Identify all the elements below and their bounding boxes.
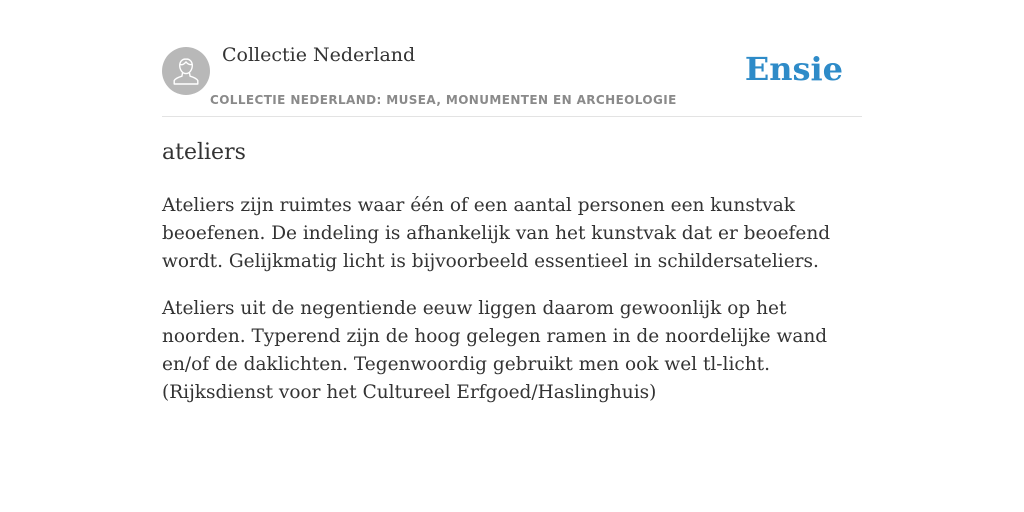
entry-header — [162, 0, 862, 117]
entry-card — [162, 0, 862, 403]
user-silhouette-icon — [162, 47, 210, 95]
brand-logo[interactable]: Ensie — [744, 50, 843, 88]
entry-paragraph-1: Ateliers zijn ruimtes waar één of een aantal personen een kunstvak beoefenen. De indeling is afhankelijk van het kunstvak dat er beoefend wordt. Gelijkmatig licht is bijvoorbeeld essentieel in schildersateliers. — [162, 195, 831, 272]
entry-body — [162, 192, 862, 426]
author-avatar[interactable] — [162, 47, 210, 95]
source-subtitle[interactable]: COLLECTIE NEDERLAND: MUSEA, MONUMENTEN EN ARCHEOLOGIE — [210, 93, 677, 107]
entry-term: ateliers — [162, 140, 246, 165]
author-name[interactable]: Collectie Nederland — [222, 44, 416, 66]
entry-paragraph-2: Ateliers uit de negentiende eeuw liggen daarom gewoonlijk op het noorden. Typerend zijn de hoog gelegen ramen in de noordelijke wand en/of de daklichten. Tegenwoordig gebruikt men ook wel tl-licht. (Rijksdienst voor het Cultureel Erfgoed/Haslinghuis) — [162, 298, 828, 403]
